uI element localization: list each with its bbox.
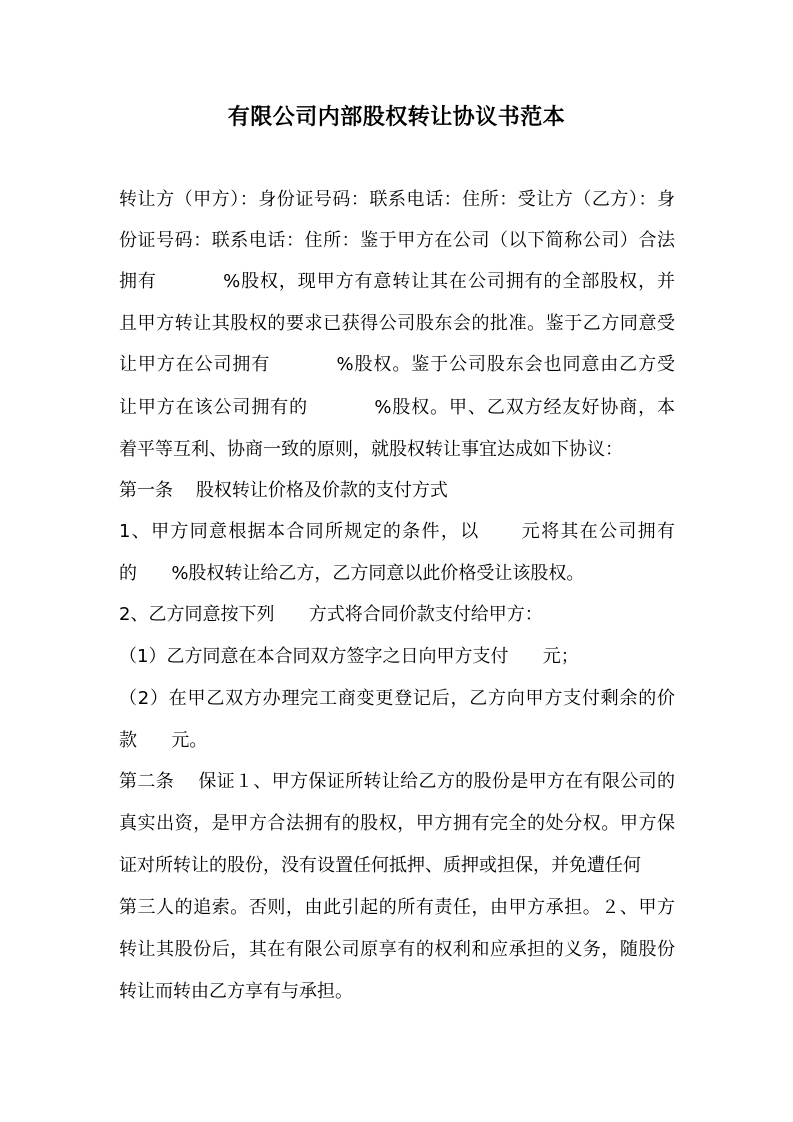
paragraph-line: 让甲方在该公司拥有的 %股权。甲、乙双方经友好协商，本 xyxy=(119,397,675,418)
paragraph-line: 第三人的追索。否则，由此引起的所有责任，由甲方承担。２、甲方 xyxy=(119,897,675,918)
paragraph-line: 真实出资，是甲方合法拥有的股权，甲方拥有完全的处分权。甲方保 xyxy=(119,813,675,834)
paragraph-line: 转让方（甲方）：身份证号码：联系电话：住所：受让方（乙方）：身 xyxy=(119,189,675,210)
paragraph-line: 着平等互利、协商一致的原则，就股权转让事宜达成如下协议： xyxy=(119,439,623,460)
document-title: 有限公司内部股权转让协议书范本 xyxy=(227,105,566,130)
paragraph-line: 款 元。 xyxy=(119,730,208,751)
article-heading: 第二条 保证１、甲方保证所转让给乙方的股份是甲方在有限公司的 xyxy=(119,771,675,792)
paragraph-line: 拥有 %股权，现甲方有意转让其在公司拥有的全部股权，并 xyxy=(119,271,675,292)
paragraph-line: 转让其股份后，其在有限公司原享有的权利和应承担的义务，随股份 xyxy=(119,939,675,960)
article-heading: 第一条 股权转让价格及价款的支付方式 xyxy=(119,480,448,501)
paragraph-line: 2、乙方同意按下列 方式将合同价款支付给甲方： xyxy=(119,604,543,625)
paragraph-line: 证对所转让的股份，没有设置任何抵押、质押或担保，并免遭任何 xyxy=(119,855,641,876)
paragraph-line: 让甲方在公司拥有 %股权。鉴于公司股东会也同意由乙方受 xyxy=(119,354,675,375)
paragraph-line: 的 %股权转让给乙方，乙方同意以此价格受让该股权。 xyxy=(119,563,585,584)
paragraph-line: （1）乙方同意在本合同双方签字之日向甲方支付 元； xyxy=(119,646,579,667)
paragraph-line: 转让而转由乙方享有与承担。 xyxy=(119,981,353,1002)
paragraph-line: 且甲方转让其股权的要求已获得公司股东会的批准。鉴于乙方同意受 xyxy=(119,313,675,334)
paragraph-line: 1、甲方同意根据本合同所规定的条件，以 元将其在公司拥有 xyxy=(119,521,675,542)
paragraph-line: （2）在甲乙双方办理完工商变更登记后，乙方向甲方支付剩余的价 xyxy=(119,688,675,709)
paragraph-line: 份证号码：联系电话：住所：鉴于甲方在公司（以下简称公司）合法 xyxy=(119,230,675,251)
